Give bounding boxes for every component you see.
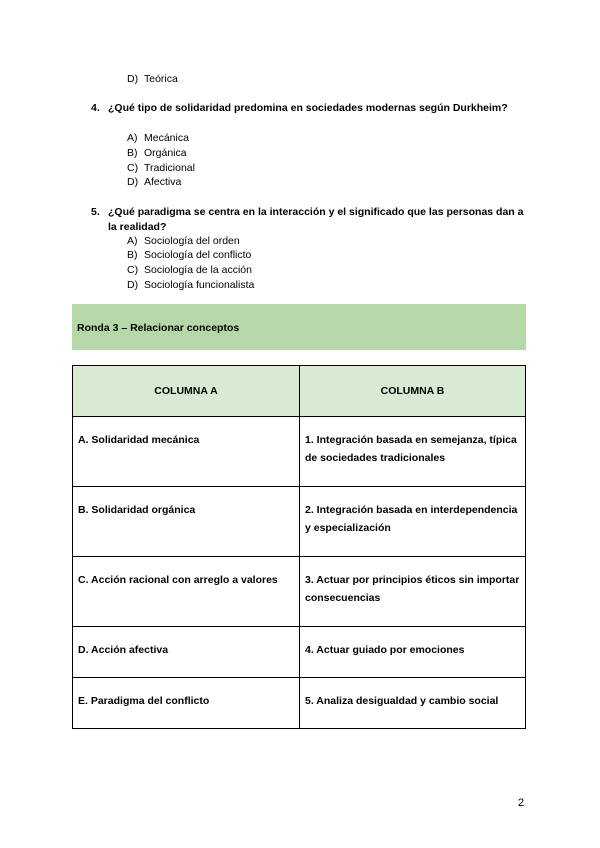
column-b-cell: 5. Analiza desigualdad y cambio social [300,678,526,729]
column-a-cell: E. Paradigma del conflicto [73,678,300,729]
column-b-cell: 4. Actuar guiado por emociones [300,627,526,678]
table-row [73,627,526,678]
question-5-option-c [127,263,252,277]
option-text: Afectiva [144,176,182,188]
question-5-text: ¿Qué paradigma se centra en la interacción y el significado que las personas dan a la realidad? [108,206,524,233]
question-5-option-d [127,278,254,292]
option-letter: C) [127,264,139,276]
page-number: 2 [518,797,525,809]
option-text: Orgánica [144,147,187,159]
option-letter: C) [127,162,139,174]
question-4-text: ¿Qué tipo de solidaridad predomina en sociedades modernas según Durkheim? [108,102,508,114]
question-4-option-c [127,161,195,175]
column-a-cell: B. Solidaridad orgánica [73,487,300,557]
column-a-cell: A. Solidaridad mecánica [73,417,300,487]
option-letter: D) [127,73,139,85]
option-text: Sociología del conflicto [144,249,252,261]
question-4-number: 4. [91,102,100,114]
option-text: Tradicional [144,162,195,174]
table-row [73,487,526,557]
option-letter: D) [127,176,139,188]
question-4-option-a [127,131,189,145]
round-title: Ronda 3 – Relacionar conceptos [77,322,240,334]
table-row [73,417,526,487]
option-letter: D) [127,279,139,291]
option-text: Sociología del orden [144,235,240,247]
column-a-cell: C. Acción racional con arreglo a valores [73,557,300,627]
option-letter: B) [127,147,138,159]
option-letter: A) [127,132,138,144]
question-4-option-d [127,175,181,189]
table-row [73,678,526,729]
column-b-header: COLUMNA B [300,366,526,417]
option-letter: A) [127,235,138,247]
option-d-prev [127,72,178,86]
table-header-row [73,366,526,417]
table-row [73,557,526,627]
option-text: Sociología funcionalista [144,279,255,291]
question-5-option-b [127,248,251,262]
option-text: Sociología de la acción [144,264,252,276]
column-b-cell: 2. Integración basada en interdependencia y especialización [300,487,526,557]
question-5-option-a [127,234,240,248]
option-text: Teórica [144,73,178,85]
round-header-band [72,304,526,350]
column-a-header: COLUMNA A [73,366,300,417]
column-a-cell: D. Acción afectiva [73,627,300,678]
option-text: Mecánica [144,132,189,144]
column-b-cell: 1. Integración basada en semejanza, típica de sociedades tradicionales [300,417,526,487]
option-letter: B) [127,249,138,261]
question-4-option-b [127,146,187,160]
question-5-number: 5. [91,206,100,218]
column-b-cell: 3. Actuar por principios éticos sin importar consecuencias [300,557,526,627]
matching-table [72,365,526,729]
